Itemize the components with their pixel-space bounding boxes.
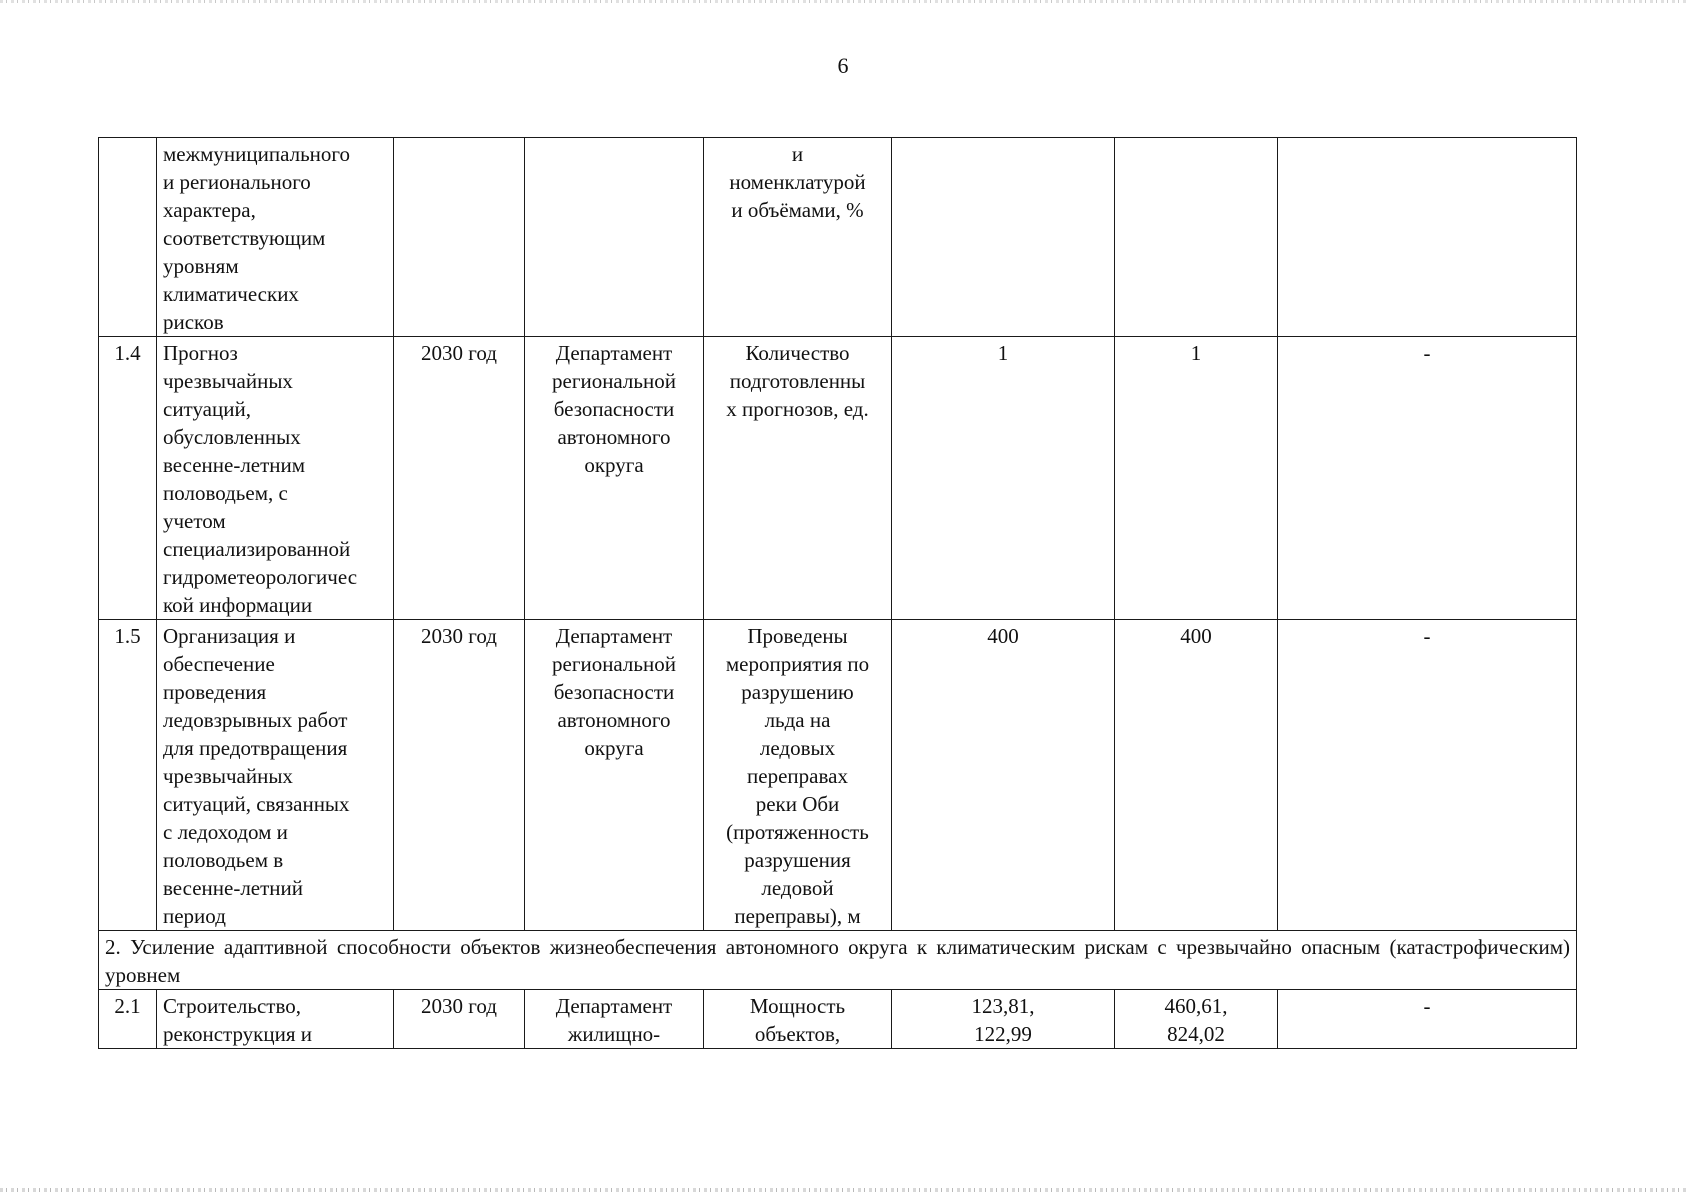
cell-value-b	[1115, 138, 1278, 337]
cell-executor: Департамент региональной безопасности автономного округа	[525, 620, 704, 931]
cell-executor: Департамент жилищно-	[525, 990, 704, 1049]
cell-deadline: 2030 год	[394, 620, 525, 931]
cell-value-a: 123,81, 122,99	[892, 990, 1115, 1049]
cell-measure-name: Прогноз чрезвычайных ситуаций, обусловленных весенне-летним половодьем, с учетом специализированной гидрометеорологичес кой информации	[157, 337, 394, 620]
cell-executor: Департамент региональной безопасности автономного округа	[525, 337, 704, 620]
table-row-1-4	[99, 337, 1577, 620]
cell-indicator: Проведены мероприятия по разрушению льда на ледовых переправах реки Оби (протяженность разрушения ледовой переправы), м	[704, 620, 892, 931]
table-section-row	[99, 931, 1577, 990]
cell-value-a: 1	[892, 337, 1115, 620]
section-heading: 2. Усиление адаптивной способности объектов жизнеобеспечения автономного округа к климатическим рискам с чрезвычайно опасным (катастрофическим) уровнем	[99, 931, 1577, 990]
cell-measure-name: Строительство, реконструкция и	[157, 990, 394, 1049]
cell-note: -	[1278, 337, 1577, 620]
cell-measure-name: Организация и обеспечение проведения ледовзрывных работ для предотвращения чрезвычайных ситуаций, связанных с ледоходом и половодьем в весенне-летний период	[157, 620, 394, 931]
table-row-continuation	[99, 138, 1577, 337]
cell-note	[1278, 138, 1577, 337]
cell-deadline: 2030 год	[394, 990, 525, 1049]
cell-executor	[525, 138, 704, 337]
cell-note: -	[1278, 990, 1577, 1049]
cell-value-a: 400	[892, 620, 1115, 931]
cell-value-b: 460,61, 824,02	[1115, 990, 1278, 1049]
cell-num: 1.5	[99, 620, 157, 931]
cell-indicator: и номенклатурой и объёмами, %	[704, 138, 892, 337]
scan-edge-bottom	[0, 1188, 1686, 1192]
cell-deadline: 2030 год	[394, 337, 525, 620]
cell-deadline	[394, 138, 525, 337]
page-number: 6	[837, 53, 849, 78]
cell-indicator: Количество подготовленны х прогнозов, ед.	[704, 337, 892, 620]
cell-num: 2.1	[99, 990, 157, 1049]
measures-table	[98, 137, 1577, 1049]
table-row-2-1	[99, 990, 1577, 1049]
cell-note: -	[1278, 620, 1577, 931]
cell-measure-name: межмуниципального и регионального характера, соответствующим уровням климатических рисков	[157, 138, 394, 337]
cell-value-a	[892, 138, 1115, 337]
cell-value-b: 1	[1115, 337, 1278, 620]
cell-num	[99, 138, 157, 337]
cell-indicator: Мощность объектов,	[704, 990, 892, 1049]
cell-value-b: 400	[1115, 620, 1278, 931]
scan-edge-top	[0, 0, 1686, 3]
table-row-1-5	[99, 620, 1577, 931]
cell-num: 1.4	[99, 337, 157, 620]
